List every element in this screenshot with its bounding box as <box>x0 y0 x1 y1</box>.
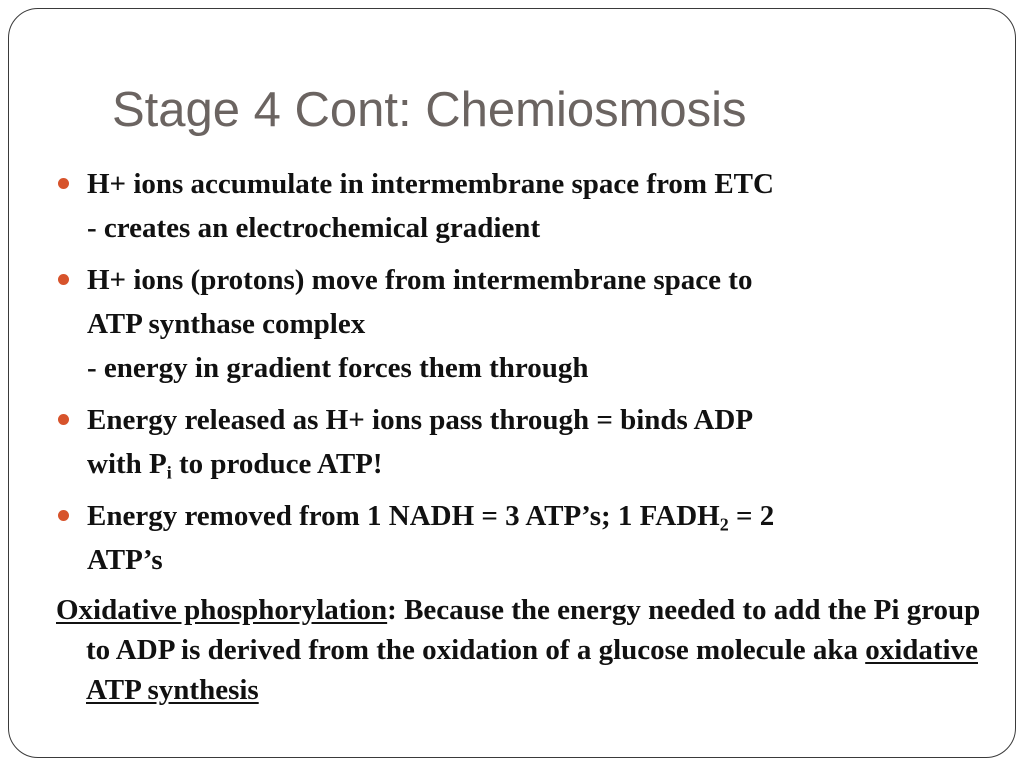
bullet-line <box>87 442 996 486</box>
bullet-dot-icon <box>58 274 69 285</box>
term-oxidative-atp-synthesis: oxidative ATP synthesis <box>86 634 978 706</box>
term-oxidative-phosphorylation: Oxidative phosphorylation <box>56 594 388 626</box>
bullet-line: H+ ions accumulate in intermembrane space from ETC <box>87 168 774 200</box>
text-run: = 2 <box>728 500 775 532</box>
bullet-dot-icon <box>58 510 69 521</box>
bullet-dot-icon <box>58 414 69 425</box>
definition-note <box>56 590 996 710</box>
bullet-line: - energy in gradient forces them through <box>87 352 589 384</box>
bullet-item-energy-released <box>56 398 996 486</box>
slide-title: Stage 4 Cont: Chemiosmosis <box>112 83 747 137</box>
text-run: with P <box>87 448 167 480</box>
subscript: i <box>166 462 172 483</box>
bullet-dot-icon <box>58 178 69 189</box>
bullet-line: ATP synthase complex <box>87 308 366 340</box>
text-run: to produce ATP! <box>171 448 383 480</box>
bullet-line: Energy released as H+ ions pass through = binds ADP <box>87 404 754 436</box>
bullet-item-protons-move <box>56 258 996 390</box>
subscript: 2 <box>719 514 729 535</box>
bullet-line: ATP’s <box>87 544 163 576</box>
bullet-line: - creates an electrochemical gradient <box>87 212 541 244</box>
bullet-item-accumulate <box>56 162 996 250</box>
text-run: Energy removed from 1 NADH = 3 ATP’s; 1 FADH <box>87 500 720 532</box>
slide-body <box>56 162 996 710</box>
bullet-list <box>56 162 996 582</box>
bullet-line <box>87 494 996 538</box>
definition-text: Because the energy needed to add the Pi group to ADP is derived from the oxidation of a glucose molecule aka <box>86 594 981 666</box>
bullet-item-energy-removed <box>56 494 996 582</box>
bullet-line: H+ ions (protons) move from intermembrane space to <box>87 264 753 296</box>
text-run: : <box>387 594 405 626</box>
